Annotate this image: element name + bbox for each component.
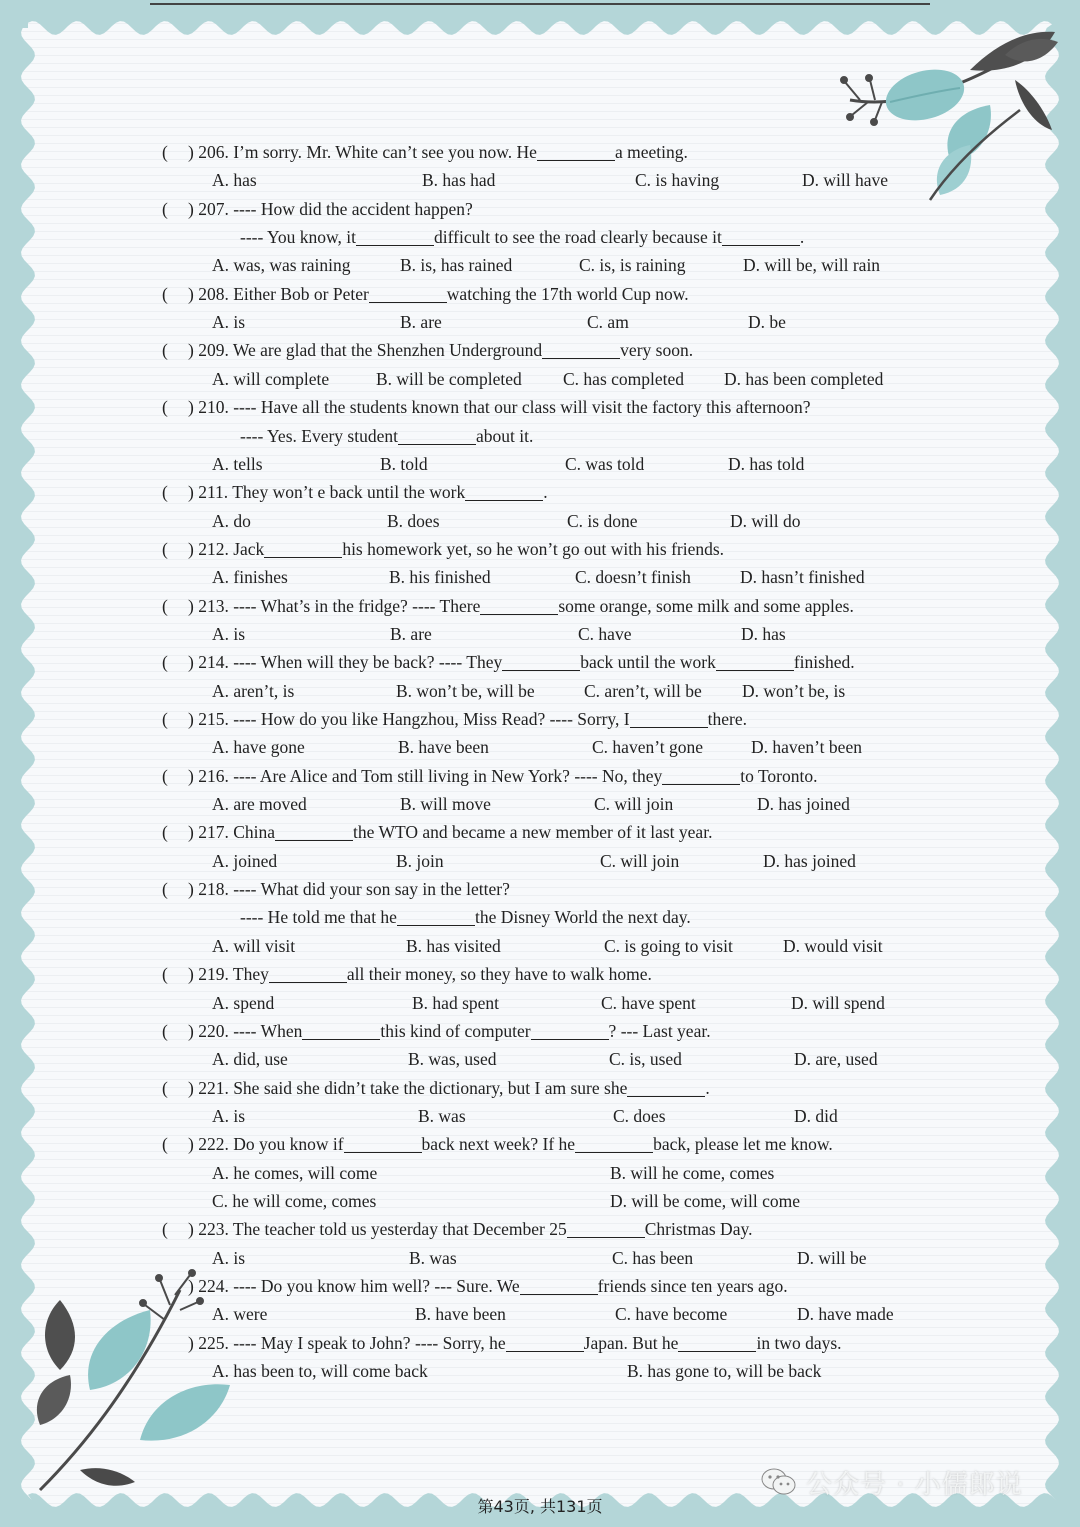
option-b: B. had spent [412,992,500,1013]
option-b: B. was [409,1247,457,1268]
option-a: A. is [212,312,246,333]
question-text: ) 211. They won’t e back until the work [188,482,466,503]
question-text: ---- Yes. Every student [240,425,398,446]
answer-bracket: ( [162,198,168,219]
option-a: A. did, use [212,1049,288,1070]
option-a: A. do [212,510,251,531]
answer-bracket: ( [162,283,168,304]
answer-blank[interactable] [369,284,447,303]
wechat-icon [760,1467,798,1497]
option-d: D. has been completed [724,368,884,389]
option-c: C. have [578,623,632,644]
question-text: watching the 17th world Cup now. [446,283,689,304]
answer-blank[interactable] [502,653,580,672]
option-c: C. doesn’t finish [575,567,691,588]
option-d: D. did [794,1105,838,1126]
option-b: B. have been [398,737,489,758]
option-b: B. won’t be, will be [396,680,535,701]
dialogue-text [240,903,691,931]
page-number: 第43页, 共131页 [477,1497,603,1516]
question-text: ) 206. I’m sorry. Mr. White can’t see you now. He [188,142,537,162]
question-text: ) 217. China [188,822,276,843]
question-stem [188,1329,842,1357]
option-c: C. he will come, comes [212,1190,377,1211]
answer-blank[interactable] [356,228,434,247]
option-c: C. has been [612,1247,694,1268]
option-d: D. will do [730,510,801,531]
option-c: C. will join [594,794,674,815]
option-c: C. has completed [563,368,685,389]
question-text: ) 214. ---- When will they be back? ---- They [188,652,503,673]
answer-blank[interactable] [398,426,476,445]
option-d: D. has joined [757,794,850,815]
option-a: A. were [212,1304,268,1325]
option-a: A. is [212,623,246,644]
question-text: ) 223. The teacher told us yesterday that December 25 [188,1219,567,1240]
answer-bracket: ( [162,1219,168,1240]
question-stem [188,960,652,988]
option-a: A. has been to, will come back [212,1361,428,1382]
question-text: very soon. [620,340,694,361]
option-a: A. have gone [212,737,305,758]
option-d: D. will spend [791,992,885,1013]
answer-blank[interactable] [531,1021,609,1040]
option-b: B. are [390,623,432,644]
answer-bracket: ( [162,340,168,361]
question-stem [188,138,688,166]
option-d: D. hasn’t finished [740,567,865,588]
question-text: ) 215. ---- How do you like Hangzhou, Miss Read? ---- Sorry, I [188,709,630,729]
question-text: the WTO and became a new member of it last year. [353,822,713,843]
option-a: A. is [212,1105,246,1126]
answer-blank[interactable] [630,710,708,729]
answer-blank[interactable] [537,143,615,162]
answer-bracket: ( [162,709,168,729]
option-b: B. will move [400,794,491,815]
option-c: C. is, used [609,1049,682,1070]
option-c: C. haven’t gone [592,737,703,758]
question-stem [188,818,712,846]
question-stem [188,1017,711,1045]
question-text: ) 221. She said she didn’t take the dictionary, but I am sure she [188,1077,628,1098]
dialogue-text [240,223,804,251]
answer-bracket: ( [162,1134,168,1155]
watermark-label: 公众号 · 小儒郎说 [806,1469,1023,1500]
dialogue-text [240,422,533,450]
answer-blank[interactable] [542,341,620,360]
question-text: ) 209. We are glad that the Shenzhen Underground [188,340,543,361]
option-a: A. joined [212,850,278,871]
option-c: C. have spent [601,992,696,1013]
question-text: back, please let me know. [653,1134,833,1155]
question-text: some orange, some milk and some apples. [558,595,854,616]
option-b: B. are [400,312,442,333]
option-a: A. was, was raining [212,255,351,276]
question-text: a meeting. [614,142,688,162]
question-text: there. [707,709,747,729]
question-text: ) 207. ---- How did the accident happen? [188,198,473,219]
question-text: ) 218. ---- What did your son say in the letter? [188,879,510,900]
answer-blank[interactable] [264,539,342,558]
option-b: B. have been [415,1304,506,1325]
question-stem [188,195,473,223]
option-b: B. his finished [389,567,491,588]
option-d: D. will be come, will come [610,1190,801,1211]
question-text: ) 208. Either Bob or Peter [188,283,369,304]
option-c: C. will join [600,850,680,871]
question-text: friends since ten years ago. [597,1276,788,1296]
option-d: D. has told [728,453,805,474]
option-b: B. will be completed [376,368,522,389]
option-d: D. has joined [763,850,856,871]
question-text: back next week? If he [421,1134,576,1155]
question-stem [188,592,854,620]
option-d: D. be [748,312,786,333]
question-text: ) 210. ---- Have all the students known that our class will visit the factory this afternoon? [188,397,811,418]
option-c: C. aren’t, will be [584,680,702,701]
question-text: . [705,1077,710,1098]
option-b: B. has visited [406,935,501,956]
option-d: D. has [741,623,786,644]
question-text: ) 212. Jack [188,538,265,559]
option-b: B. was [418,1105,466,1126]
question-text: ---- He told me that he [240,907,397,928]
answer-bracket: ( [162,142,168,162]
answer-blank[interactable] [480,596,558,615]
option-a: A. is [212,1247,246,1268]
option-c: C. does [613,1105,666,1126]
question-text: ) 222. Do you know if [188,1134,344,1155]
question-text: Japan. But he [583,1332,679,1353]
answer-blank[interactable] [506,1333,584,1352]
question-stem [188,705,747,733]
option-b: B. will he come, comes [610,1162,775,1183]
answer-bracket: ( [162,822,168,843]
question-stem [188,762,818,790]
answer-bracket: ( [162,482,168,503]
answer-blank[interactable] [344,1135,422,1154]
option-a: A. will visit [212,935,296,956]
answer-blank[interactable] [722,228,800,247]
option-a: A. are moved [212,794,307,815]
option-b: B. has gone to, will be back [627,1361,822,1382]
question-text: ) 224. ---- Do you know him well? --- Sure. We [188,1276,520,1296]
question-text: ) 225. ---- May I speak to John? ---- Sorry, he [188,1332,506,1353]
answer-bracket: ( [162,879,168,900]
question-stem [188,336,693,364]
option-a: A. finishes [212,567,288,588]
answer-bracket: ( [162,652,168,673]
question-text: ) 213. ---- What’s in the fridge? ---- There [188,595,481,616]
option-d: D. are, used [794,1049,878,1070]
option-b: B. is, has rained [400,255,513,276]
option-d: D. have made [797,1304,894,1325]
answer-blank[interactable] [302,1021,380,1040]
answer-blank[interactable] [716,653,794,672]
question-text: Christmas Day. [644,1219,753,1240]
question-text: . [799,227,805,248]
question-stem [188,1272,788,1300]
question-text: his homework yet, so he won’t go out with his friends. [342,538,725,559]
answer-bracket: ( [162,595,168,616]
option-d: D. would visit [783,935,883,956]
question-stem [188,875,510,903]
question-text: ) 219. They [188,964,269,985]
option-b: B. has had [422,170,496,191]
answer-blank[interactable] [520,1277,598,1296]
question-stem [188,1130,833,1158]
question-stem [188,1074,710,1102]
answer-bracket: ( [162,964,168,985]
answer-blank[interactable] [465,483,543,502]
question-stem [188,478,548,506]
option-b: B. does [387,510,440,531]
answer-blank[interactable] [275,823,353,842]
answer-blank[interactable] [662,766,740,785]
option-c: C. is done [567,510,638,531]
answer-bracket: ( [162,1020,168,1041]
answer-bracket: ( [162,397,168,418]
option-c: C. is having [635,170,720,191]
question-stem [188,648,855,676]
option-a: A. tells [212,453,263,474]
question-stem [188,535,724,563]
question-text: the Disney World the next day. [474,907,691,928]
question-stem [188,280,689,308]
option-d: D. will have [802,170,889,191]
question-text: all their money, so they have to walk home. [346,964,652,985]
option-c: C. is going to visit [604,935,733,956]
question-text: this kind of computer [380,1020,531,1041]
question-text: difficult to see the road clearly because it [434,227,722,248]
option-a: A. aren’t, is [212,680,295,701]
answer-blank[interactable] [567,1220,645,1239]
option-b: B. told [380,453,428,474]
question-stem [188,393,811,421]
question-text: ) 220. ---- When [188,1020,303,1041]
question-text: back until the work [580,652,716,673]
question-text: in two days. [756,1332,842,1353]
answer-bracket: ( [162,765,168,786]
answer-bracket: ( [162,1077,168,1098]
option-a: A. he comes, will come [212,1162,378,1183]
question-text: about it. [475,425,534,446]
option-d: D. won’t be, is [742,680,846,701]
question-text: to Toronto. [740,765,818,786]
option-d: D. will be [797,1247,867,1268]
option-d: D. will be, will rain [743,255,881,276]
question-text: finished. [793,652,855,673]
watermark [760,1462,1023,1502]
answer-blank[interactable] [627,1078,705,1097]
question-text: . [543,482,548,503]
question-text: ) 216. ---- Are Alice and Tom still living in New York? ---- No, they [188,765,663,786]
option-b: B. was, used [408,1049,497,1070]
answer-blank[interactable] [397,908,475,927]
option-a: A. will complete [212,368,330,389]
option-a: A. spend [212,992,275,1013]
answer-blank[interactable] [678,1333,756,1352]
question-stem [188,1215,752,1243]
answer-blank[interactable] [575,1135,653,1154]
question-text: ---- You know, it [240,227,357,248]
option-c: C. was told [565,453,645,474]
option-c: C. am [587,312,629,333]
option-a: A. has [212,170,257,191]
option-b: B. join [396,850,444,871]
answer-bracket: ( [162,538,168,559]
answer-blank[interactable] [269,965,347,984]
option-c: C. have become [615,1304,728,1325]
option-d: D. haven’t been [751,737,862,758]
option-c: C. is, is raining [579,255,686,276]
question-text: ? --- Last year. [608,1020,711,1041]
